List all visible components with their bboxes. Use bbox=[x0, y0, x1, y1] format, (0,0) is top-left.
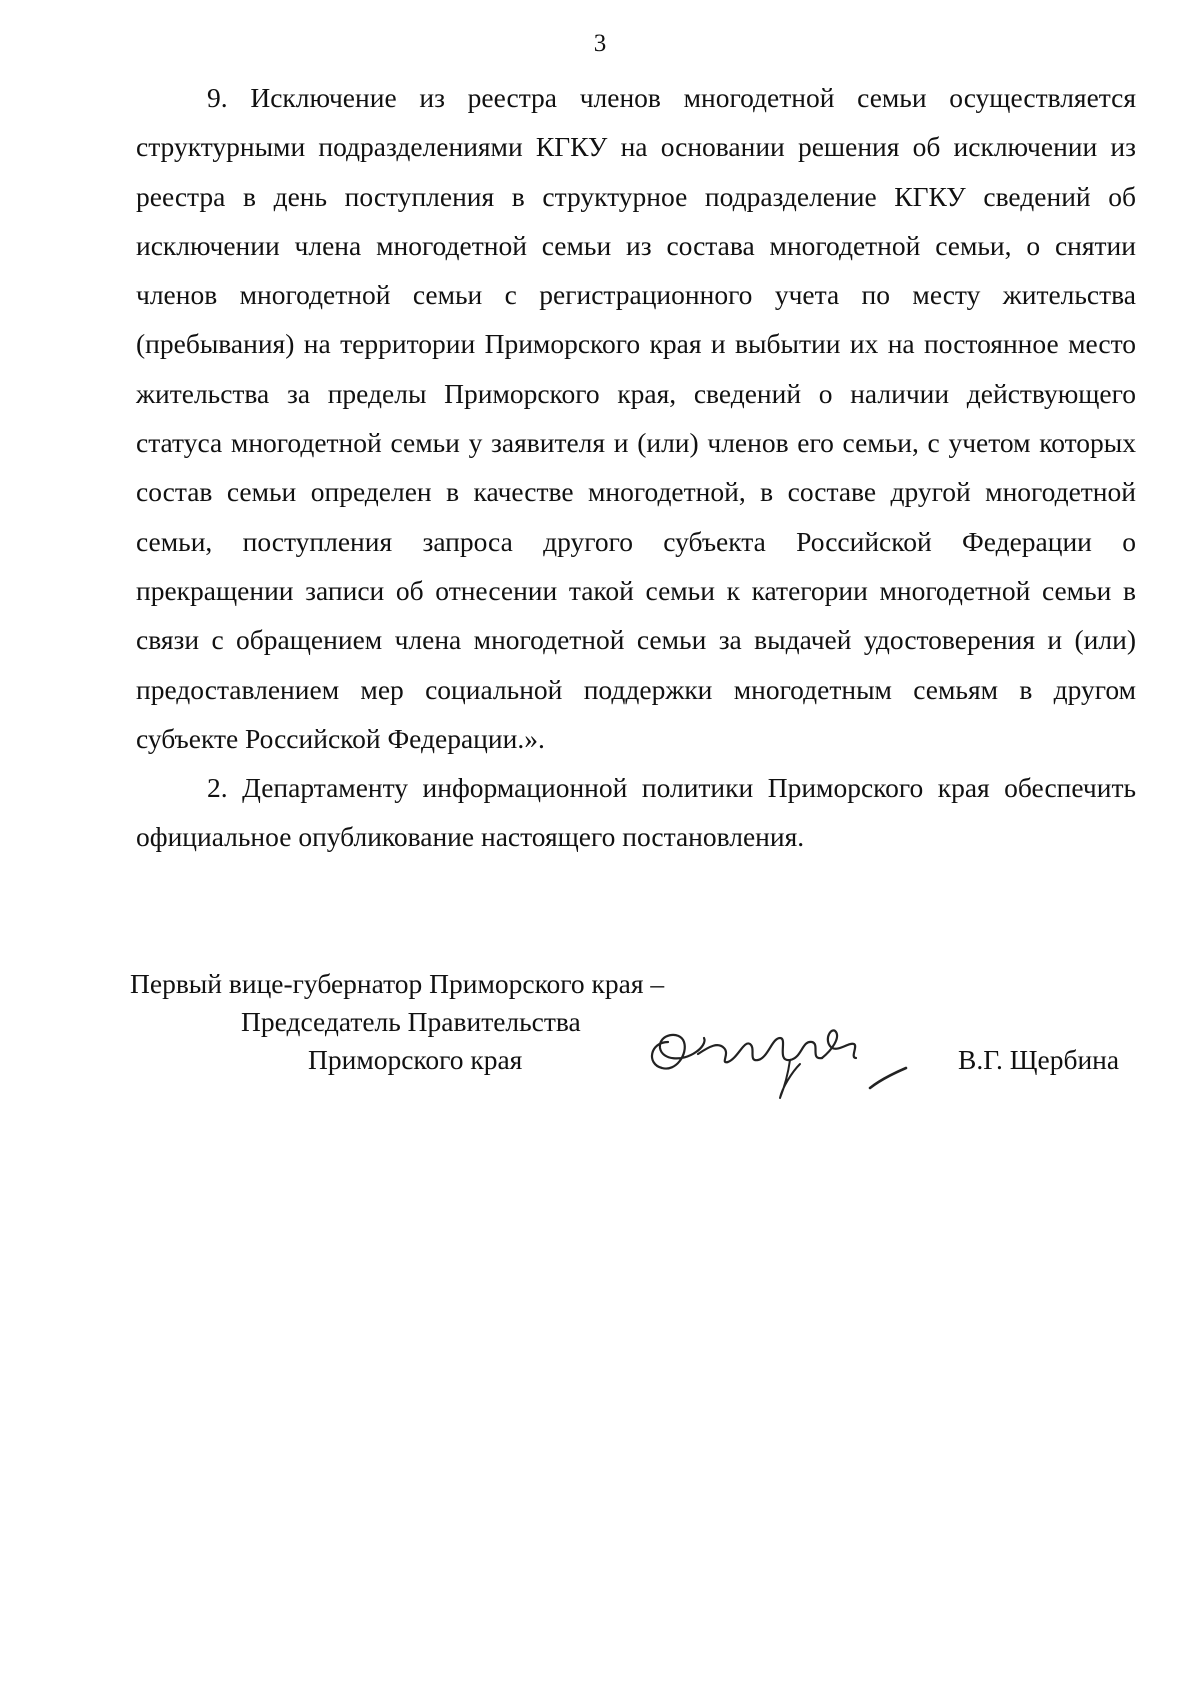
paragraph-item-9: 9. Исключение из реестра членов многодетной семьи осуществляется структурными подразделениями КГКУ на основании решения об исключении из реестра в день поступления в структурное подразделение КГКУ сведений об исключении члена многодетной семьи из состава многодетной семьи, о снятии членов многодетной семьи с регистрационного учета по месту жительства (пребывания) на территории Приморского края и выбытии их на постоянное место жительства за пределы Приморского края, сведений о наличии действующего статуса многодетной семьи у заявителя и (или) членов его семьи, с учетом которых состав семьи определен в качестве многодетной, в составе другой многодетной семьи, поступления запроса другого субъекта Российской Федерации о прекращении записи об отнесении такой семьи к категории многодетной семьи в связи с обращением члена многодетной семьи за выдачей удостоверения и (или) предоставлением мер социальной поддержки многодетным семьям в другом субъекте Российской Федерации.». bbox=[136, 82, 1136, 754]
signatory-title-line-2: Председатель Правительства bbox=[241, 1006, 581, 1037]
signatory-title-line-1: Первый вице-губернатор Приморского края – bbox=[130, 968, 665, 999]
page-number: 3 bbox=[593, 30, 607, 57]
handwritten-signature bbox=[640, 1002, 940, 1112]
signatory-title-line-3: Приморского края bbox=[308, 1044, 523, 1075]
signatory-name: В.Г. Щербина bbox=[958, 1044, 1120, 1075]
paragraph-item-2: 2. Департаменту информационной политики Приморского края обеспечить официальное опубликование настоящего постановления. bbox=[136, 772, 1136, 853]
